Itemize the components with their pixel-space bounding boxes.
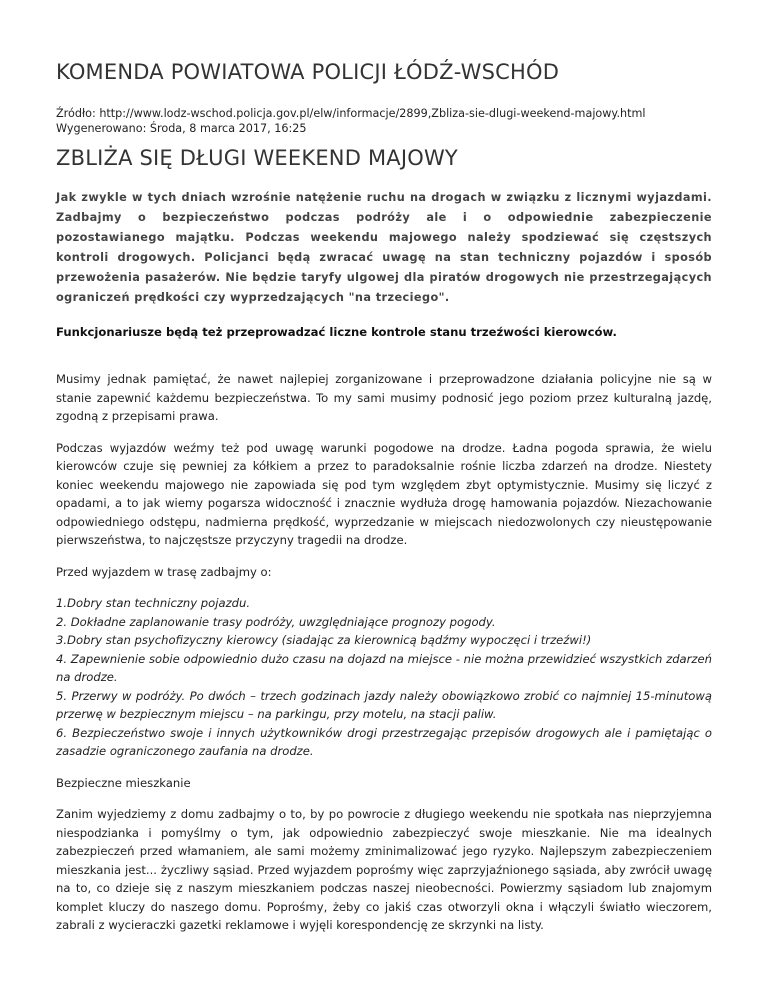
paragraph-2: Podczas wyjazdów weźmy też pod uwagę warunki pogodowe na drodze. Ładna pogoda sprawia, że wielu kierowców czuje się pewniej za kółkiem a przez to paradoksalnie rośnie liczba zdarzeń na drodze. Niestety koniec weekendu majowego nie zapowiada się pod tym względem zbyt optymistycznie. Musimy się liczyć z opadami, a to jak wiemy pogarsza widoczność i znacznie wydłuża drogę hamowania pojazdów. Niezachowanie odpowiedniego odstępu, nadmierna prędkość, wyprzedzanie w miejscach niedozwolonych czy nieustępowanie pierwszeństwa, to najczęstsze przyczyny tragedii na drodze. — [56, 440, 712, 547]
source-line: Źródło: http://www.lodz-wschod.policja.gov.pl/elw/informacje/2899,Zbliza-sie-dlugi-weekend-majowy.html — [56, 107, 646, 120]
list-item: 2. Dokładne zaplanowanie trasy podróży, uwzględniające prognozy pogody. — [56, 614, 496, 629]
generated-line: Wygenerowano: Środa, 8 marca 2017, 16:25 — [56, 122, 307, 135]
document-meta — [56, 106, 712, 136]
article-lead: Jak zwykle w tych dniach wzrośnie natężenie ruchu na drogach w związku z licznymi wyjazdami. Zadbajmy o bezpieczeństwo podczas podróży ale i o odpowiednie zabezpieczenie pozostawianego majątku. Podczas weekendu majowego należy spodziewać się częstszych kontroli drogowych. Policjanci będą zwracać uwagę na stan techniczny pojazdów i sposób przewożenia pasażerów. Nie będzie taryfy ulgowej dla piratów drogowych nie przestrzegających ograniczeń prędkości czy wyprzedzających "na trzeciego". — [56, 191, 712, 304]
organization-title: KOMENDA POWIATOWA POLICJI ŁÓDŹ-WSCHÓD — [56, 60, 560, 84]
list-item: 1.Dobry stan techniczny pojazdu. — [56, 596, 251, 610]
paragraph-3: Przed wyjazdem w trasę zadbajmy o: — [56, 564, 272, 579]
list-item: 4. Zapewnienie sobie odpowiednio dużo czasu na dojazd na miejsce - nie można przewidzieć wszystkich zdarzeń na drodze. — [56, 651, 712, 684]
checklist — [56, 594, 712, 761]
section-heading-home: Bezpieczne mieszkanie — [56, 775, 191, 790]
article-highlight: Funkcjonariusze będą też przeprowadzać liczne kontrole stanu trzeźwości kierowców. — [56, 325, 617, 339]
paragraph-5: Zanim wyjedziemy z domu zadbajmy o to, by po powrocie z długiego weekendu nie spotkała nas nieprzyjemna niespodzianka i pomyślmy o tym, jak odpowiednio zabezpieczyć swoje mieszkanie. Nie ma idealnych zabezpieczeń przed włamaniem, ale sami możemy zminimalizować jego ryzyko. Najlepszym zabezpieczeniem mieszkania jest... życzliwy sąsiad. Przed wyjazdem poprośmy więc zaprzyjaźnionego sąsiada, aby zwrócił uwagę na to, co dzieje się z naszym mieszkaniem podczas naszej nieobecności. Powierzmy sąsiadom lub znajomym komplet kluczy do naszego domu. Poprośmy, żeby co jakiś czas otworzyli okna i włączyli światło wieczorem, zabrali z wycieraczki gazetki reklamowe i wyjęli korespondencję ze skrzynki na listy. — [56, 807, 712, 932]
paragraph-1: Musimy jednak pamiętać, że nawet najlepiej zorganizowane i przeprowadzone działania policyjne nie są w stanie zapewnić każdemu bezpieczeństwa. To my sami musimy podnosić jego poziom przez kulturalną jazdę, zgodną z przepisami prawa. — [56, 372, 712, 423]
article-title: ZBLIŻA SIĘ DŁUGI WEEKEND MAJOWY — [56, 146, 458, 170]
list-item: 3.Dobry stan psychofizyczny kierowcy (siadając za kierownicą bądźmy wypoczęci i trzeźwi!) — [56, 633, 592, 647]
list-item: 6. Bezpieczeństwo swoje i innych użytkowników drogi przestrzegając przepisów drogowych ale i pamiętając o zasadzie ograniczonego zaufania na drodze. — [56, 725, 712, 758]
list-item: 5. Przerwy w podróży. Po dwóch – trzech godzinach jazdy należy obowiązkowo zrobić co najmniej 15-minutową przerwę w bezpiecznym miejscu – na parkingu, przy motelu, na stacji paliw. — [56, 688, 712, 721]
